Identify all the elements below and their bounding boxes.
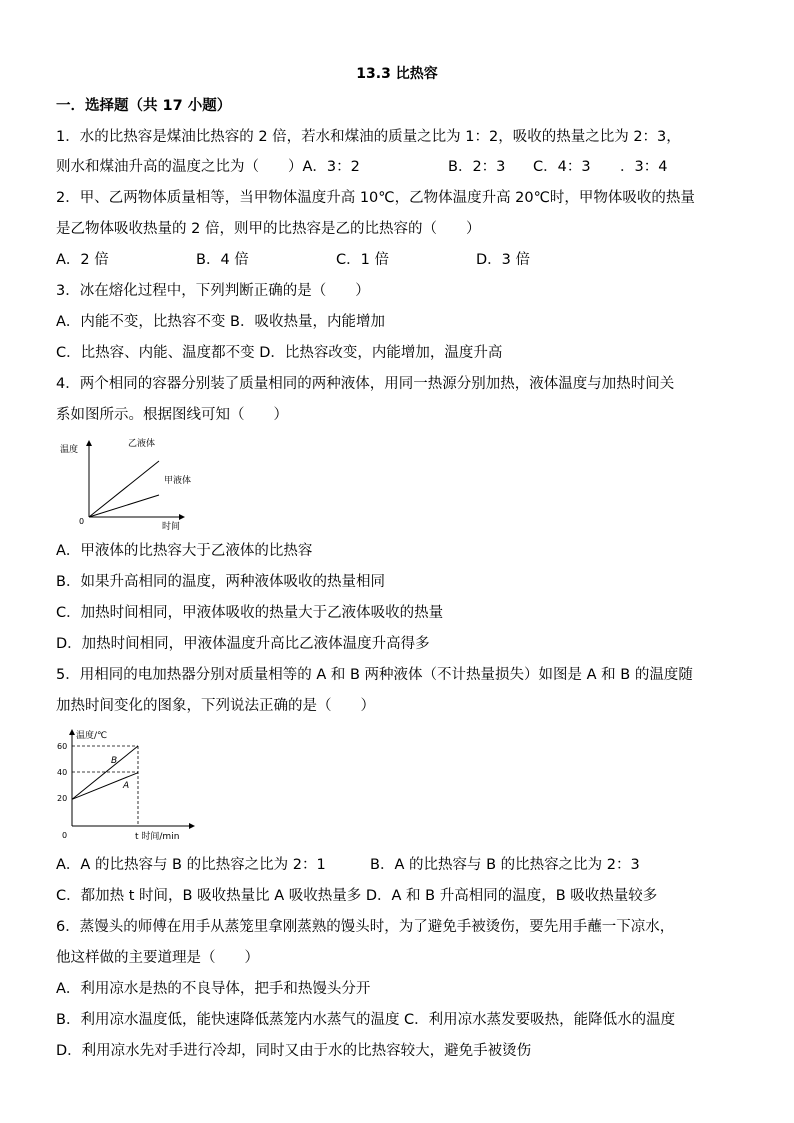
q4-option-c: C．加热时间相同，甲液体吸收的热量大于乙液体吸收的热量 (56, 605, 444, 621)
q4-option-b: B．如果升高相同的温度，两种液体吸收的热量相同 (56, 574, 385, 590)
q3-options-cd: C．比热容、内能、温度都不变 D．比热容改变，内能增加，温度升高 (56, 345, 503, 361)
q5-chart (56, 726, 202, 844)
q5-options-cd: C．都加热 t 时间，B 吸收热量比 A 吸收热量多 D．A 和 B 升高相同的温度，B 吸收热量较多 (56, 888, 658, 904)
q1-stem-option-a: 则水和煤油升高的温度之比为（ ）A．3：2 (56, 159, 360, 175)
q1-line-2 (56, 157, 668, 177)
q4-legend-jia: 甲液体 (164, 476, 192, 486)
q4-x-label: 时间 (162, 522, 181, 532)
q5-x-label: t 时间/min (135, 832, 180, 842)
q2-line-1: 2．甲、乙两物体质量相等，当甲物体温度升高 10℃，乙物体温度升高 20℃时，甲物体吸收的热量 (56, 190, 695, 206)
q6-options-bc: B．利用凉水温度低，能快速降低蒸笼内水蒸气的温度 C．利用凉水蒸发要吸热，能降低水的温度 (56, 1012, 676, 1028)
q1-option-d: ．3：4 (620, 159, 668, 175)
q5-ytick-20: 20 (57, 794, 68, 803)
q2-option-c: C．1 倍 (336, 252, 389, 268)
q5-line-2: 加热时间变化的图象，下列说法正确的是（ ） (56, 698, 375, 714)
q2-option-a: A．2 倍 (56, 252, 109, 268)
q5-ytick-40: 40 (57, 768, 68, 777)
q1-option-c: C．4：3 (533, 159, 591, 175)
q3-stem: 3．冰在熔化过程中，下列判断正确的是（ ） (56, 283, 370, 299)
page-title: 13.3 比热容 (356, 66, 438, 82)
q3-options-ab: A．内能不变，比热容不变 B．吸收热量，内能增加 (56, 314, 385, 330)
q6-option-d: D．利用凉水先对手进行冷却，同时又由于水的比热容较大，避免手被烫伤 (56, 1043, 532, 1059)
q4-option-d: D．加热时间相同，甲液体温度升高比乙液体温度升高得多 (56, 636, 430, 652)
q2-option-d: D．3 倍 (476, 252, 530, 268)
q6-option-a: A．利用凉水是热的不良导体，把手和热馒头分开 (56, 981, 371, 997)
q2-options (56, 250, 736, 270)
q5-option-b: B．A 的比热容与 B 的比热容之比为 2：3 (370, 857, 640, 873)
q5-option-a: A．A 的比热容与 B 的比热容之比为 2：1 (56, 857, 326, 873)
q4-series-jia-line (89, 495, 159, 517)
q4-legend-yi: 乙液体 (128, 439, 156, 449)
q4-chart (56, 435, 196, 535)
q5-origin-label: 0 (62, 831, 68, 840)
q4-line-1: 4．两个相同的容器分别装了质量相同的两种液体，用同一热源分别加热，液体温度与加热时间关 (56, 376, 675, 392)
q5-line-1: 5．用相同的电加热器分别对质量相等的 A 和 B 两种液体（不计热量损失）如图是 A 和 B 的温度随 (56, 667, 693, 683)
q5-y-label: 温度/℃ (76, 731, 108, 741)
q5-label-a: A (123, 781, 130, 791)
q5-series-b-line (72, 746, 138, 799)
section-heading: 一．选择题（共 17 小题） (56, 98, 232, 114)
q4-option-a: A．甲液体的比热容大于乙液体的比热容 (56, 543, 313, 559)
q4-series-yi-line (89, 461, 159, 517)
q6-line-1: 6．蒸馒头的师傅在用手从蒸笼里拿刚蒸熟的馒头时，为了避免手被烫伤，要先用手蘸一下凉水， (56, 919, 675, 935)
q1-line-1: 1．水的比热容是煤油比热容的 2 倍，若水和煤油的质量之比为 1：2，吸收的热量之比为 2：3， (56, 129, 681, 145)
q6-line-2: 他这样做的主要道理是（ ） (56, 950, 259, 966)
q5-label-b: B (111, 756, 118, 766)
q4-line-2: 系如图所示。根据图线可知（ ） (56, 407, 288, 423)
q5-options-ab (56, 855, 736, 875)
q5-ytick-60: 60 (57, 742, 68, 751)
q4-origin-label: 0 (79, 517, 85, 526)
q4-y-label: 温度 (60, 445, 79, 455)
q2-option-b: B．4 倍 (196, 252, 249, 268)
q1-option-b: B．2：3 (448, 159, 506, 175)
q2-line-2: 是乙物体吸收热量的 2 倍，则甲的比热容是乙的比热容的（ ） (56, 221, 481, 237)
